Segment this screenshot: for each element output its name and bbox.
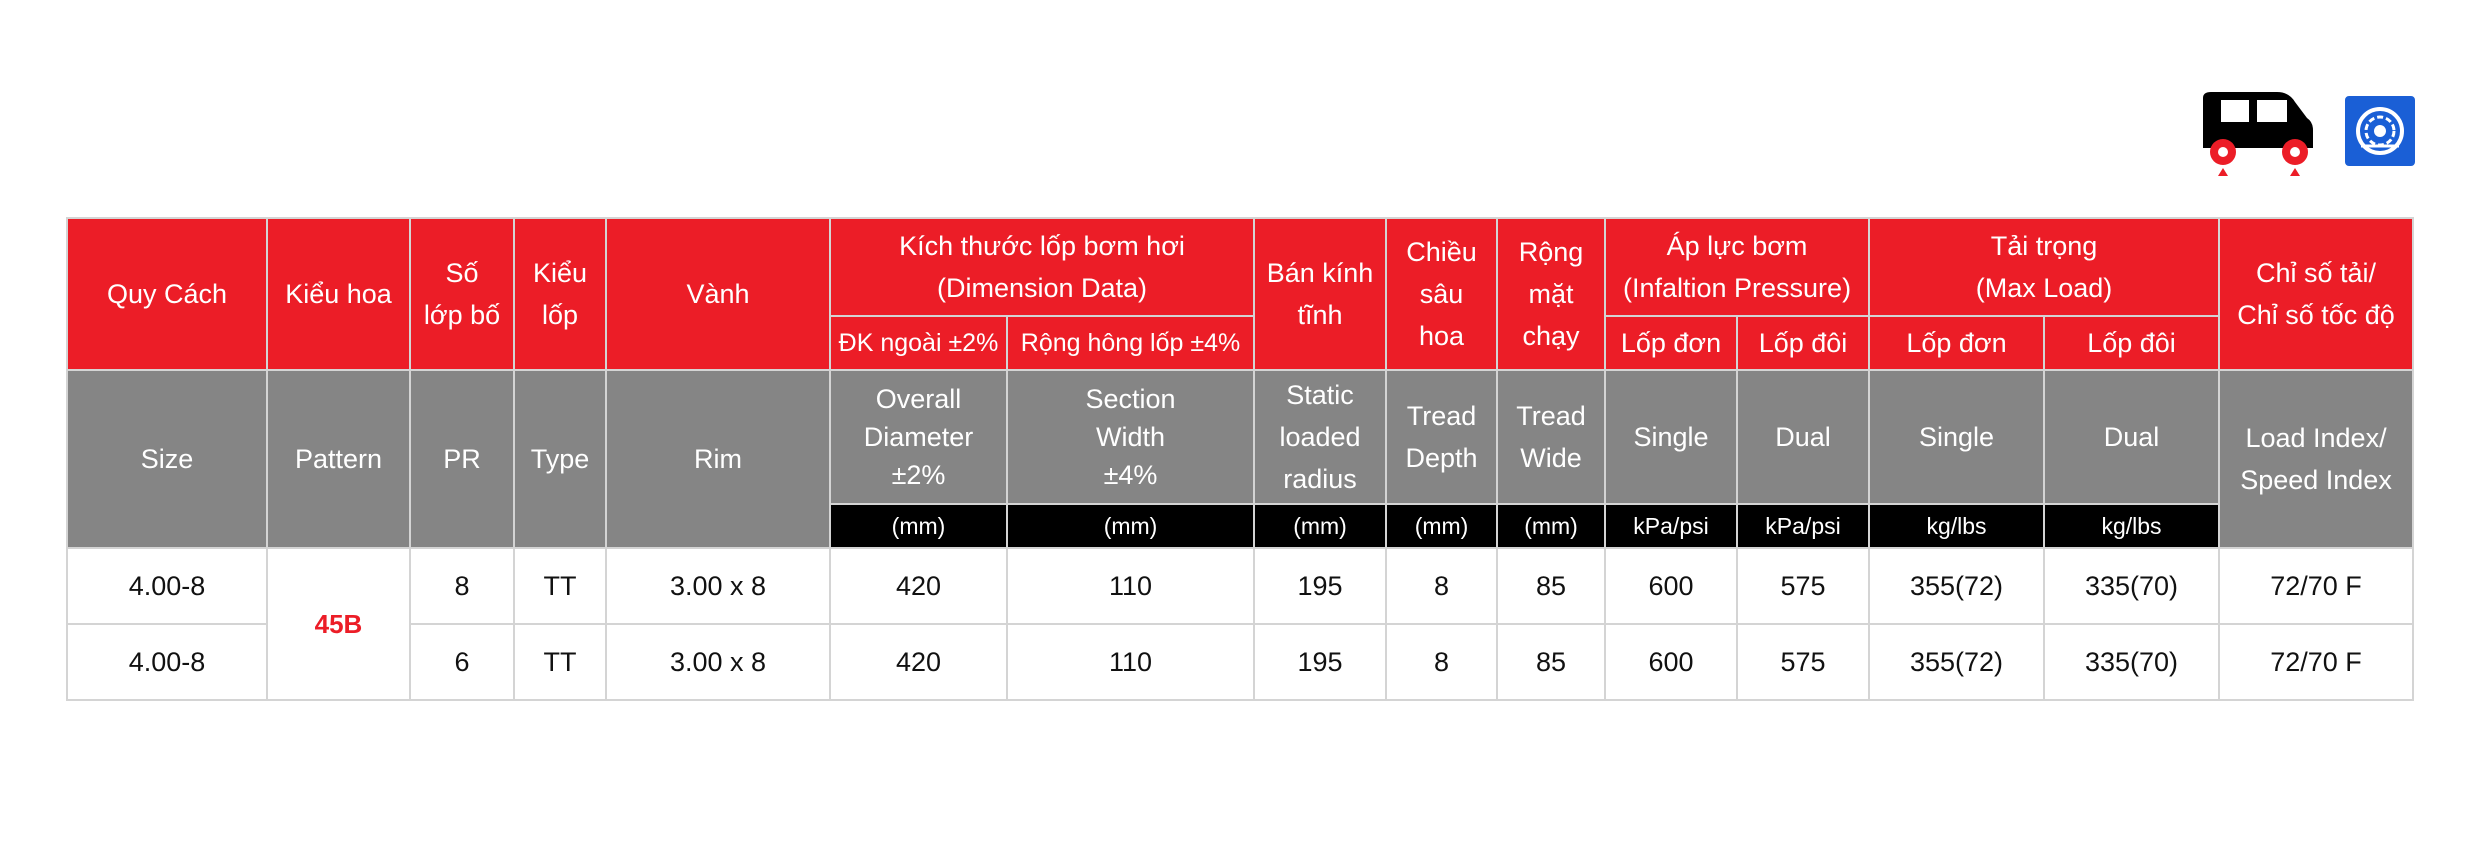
cell-type: TT: [514, 548, 606, 624]
header-depth-en: Tread Depth: [1386, 370, 1497, 504]
header-od-en: Overall Diameter ±2%: [830, 370, 1007, 504]
cell-radius: 195: [1254, 548, 1386, 624]
cell-size: 4.00-8: [67, 624, 267, 700]
tire-spec-table: [66, 217, 2414, 701]
header-pr-en: PR: [410, 370, 514, 548]
cell-type: TT: [514, 624, 606, 700]
cell-pressure-dual: 575: [1737, 548, 1869, 624]
cell-wide: 85: [1497, 624, 1605, 700]
header-row-vn-top: [67, 218, 2413, 316]
header-size-vn: Quy Cách: [67, 218, 267, 370]
cell-size: 4.00-8: [67, 548, 267, 624]
header-wide-vn: Rộng mặt chạy: [1497, 218, 1605, 370]
header-od-vn: ĐK ngoài ±2%: [830, 316, 1007, 370]
cell-pattern: 45B: [267, 548, 410, 700]
cell-od: 420: [830, 624, 1007, 700]
cell-od: 420: [830, 548, 1007, 624]
header-icons: [2195, 88, 2415, 178]
header-sw-vn: Rộng hông lốp ±4%: [1007, 316, 1254, 370]
header-pressure-dual-en: Dual: [1737, 370, 1869, 504]
cell-pressure-single: 600: [1605, 624, 1737, 700]
header-pressure-single-en: Single: [1605, 370, 1737, 504]
cell-index: 72/70 F: [2219, 624, 2413, 700]
unit-load-dual: kg/lbs: [2044, 504, 2219, 548]
header-row-en: [67, 370, 2413, 504]
cell-load-dual: 335(70): [2044, 548, 2219, 624]
header-pressure-single-vn: Lốp đơn: [1605, 316, 1737, 370]
cell-sw: 110: [1007, 624, 1254, 700]
cell-load-single: 355(72): [1869, 548, 2044, 624]
header-pattern-vn: Kiểu hoa: [267, 218, 410, 370]
header-load-dual-vn: Lốp đôi: [2044, 316, 2219, 370]
unit-sw: (mm): [1007, 504, 1254, 548]
header-depth-vn: Chiều sâu hoa: [1386, 218, 1497, 370]
header-index-en: Load Index/ Speed Index: [2219, 370, 2413, 548]
cell-rim: 3.00 x 8: [606, 624, 830, 700]
unit-pressure-single: kPa/psi: [1605, 504, 1737, 548]
header-pressure-dual-vn: Lốp đôi: [1737, 316, 1869, 370]
unit-depth: (mm): [1386, 504, 1497, 548]
header-dimension-vn: Kích thước lốp bơm hơi (Dimension Data): [830, 218, 1254, 316]
header-type-vn: Kiểu lốp: [514, 218, 606, 370]
cell-load-single: 355(72): [1869, 624, 2044, 700]
table-row: [67, 624, 2413, 700]
three-wheeler-icon: [2195, 88, 2325, 178]
cell-radius: 195: [1254, 624, 1386, 700]
header-rim-vn: Vành: [606, 218, 830, 370]
unit-load-single: kg/lbs: [1869, 504, 2044, 548]
header-rim-en: Rim: [606, 370, 830, 548]
header-load-dual-en: Dual: [2044, 370, 2219, 504]
cell-load-dual: 335(70): [2044, 624, 2219, 700]
unit-radius: (mm): [1254, 504, 1386, 548]
header-load-vn: Tải trọng (Max Load): [1869, 218, 2219, 316]
cell-pr: 8: [410, 548, 514, 624]
header-radius-en: Static loaded radius: [1254, 370, 1386, 504]
header-type-en: Type: [514, 370, 606, 548]
cell-index: 72/70 F: [2219, 548, 2413, 624]
unit-wide: (mm): [1497, 504, 1605, 548]
cell-pressure-single: 600: [1605, 548, 1737, 624]
header-index-vn: Chỉ số tải/ Chỉ số tốc độ: [2219, 218, 2413, 370]
table-row: [67, 548, 2413, 624]
header-sw-en: Section Width ±4%: [1007, 370, 1254, 504]
cell-sw: 110: [1007, 548, 1254, 624]
tire-logo-icon: [2345, 96, 2415, 166]
unit-od: (mm): [830, 504, 1007, 548]
header-wide-en: Tread Wide: [1497, 370, 1605, 504]
header-load-single-vn: Lốp đơn: [1869, 316, 2044, 370]
header-pressure-vn: Áp lực bơm (Infaltion Pressure): [1605, 218, 1869, 316]
cell-rim: 3.00 x 8: [606, 548, 830, 624]
cell-pr: 6: [410, 624, 514, 700]
cell-pressure-dual: 575: [1737, 624, 1869, 700]
header-radius-vn: Bán kính tĩnh: [1254, 218, 1386, 370]
cell-depth: 8: [1386, 548, 1497, 624]
header-pr-vn: Số lớp bố: [410, 218, 514, 370]
header-size-en: Size: [67, 370, 267, 548]
cell-depth: 8: [1386, 624, 1497, 700]
header-pattern-en: Pattern: [267, 370, 410, 548]
cell-wide: 85: [1497, 548, 1605, 624]
unit-pressure-dual: kPa/psi: [1737, 504, 1869, 548]
header-load-single-en: Single: [1869, 370, 2044, 504]
